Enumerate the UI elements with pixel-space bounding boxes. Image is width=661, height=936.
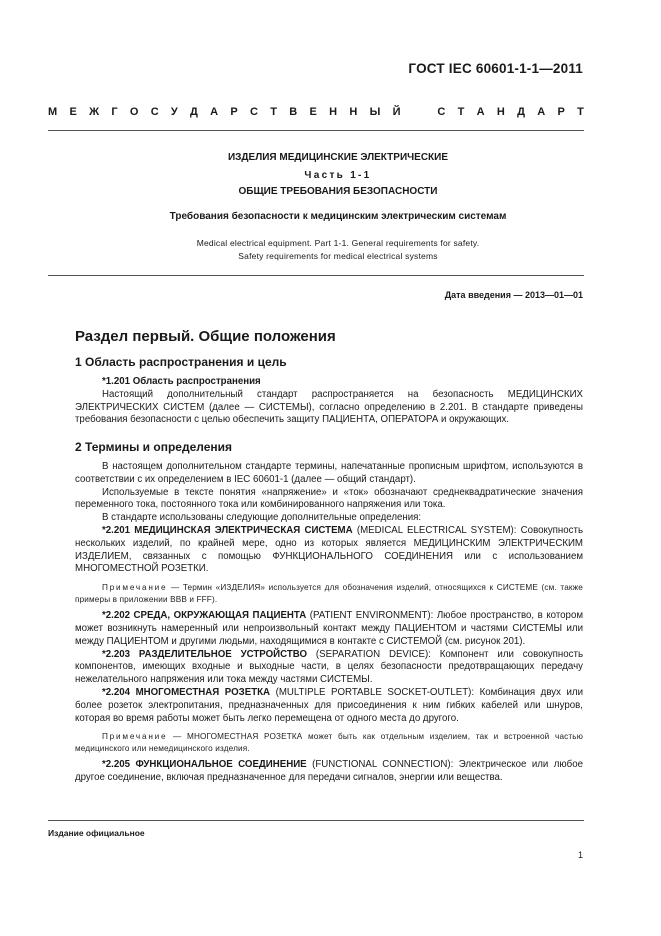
banner-letter: Н xyxy=(496,106,505,118)
banner-letter: А xyxy=(476,106,485,118)
note-label: Примечание xyxy=(102,583,168,593)
terms-intro-paragraph: Используемые в тексте понятия «напряжение» и «ток» обозначают среднеквадратические значения переменного тока, постоянного тока или комбинированного напряжения или тока. xyxy=(75,486,583,511)
heading-scope: 1 Область распространения и цель xyxy=(75,355,287,369)
top-divider xyxy=(48,130,584,131)
banner-letter: Н xyxy=(349,106,358,118)
banner-letter: Й xyxy=(392,106,401,118)
banner-letter: Р xyxy=(557,106,565,118)
note-text: — МНОГОМЕСТНАЯ РОЗЕТКА может быть как отдельным изделием, так и встроенной частью медицинского или немедицинского изделия. xyxy=(75,732,583,753)
banner-letter: Е xyxy=(69,106,77,118)
note-2 xyxy=(75,731,583,754)
interstate-standard-banner xyxy=(48,105,584,119)
banner-letter: М xyxy=(48,106,58,118)
banner-letter: Д xyxy=(190,106,198,118)
title-line-3: ОБЩИЕ ТРЕБОВАНИЯ БЕЗОПАСНОСТИ xyxy=(238,186,438,197)
section-title: Раздел первый. Общие положения xyxy=(75,328,336,345)
definition-term: *2.201 МЕДИЦИНСКАЯ ЭЛЕКТРИЧЕСКАЯ СИСТЕМА xyxy=(102,524,353,536)
definition-term: *2.203 РАЗДЕЛИТЕЛЬНОЕ УСТРОЙСТВО xyxy=(102,648,308,660)
english-title-line-2: Safety requirements for medical electrical systems xyxy=(238,251,438,261)
definition-text: (MEDICAL ELECTRICAL SYSTEM): Совокупность нескольких изделий, по крайней мере, одно из которых является МЕДИЦИНСКИМ ЭЛЕКТРИЧЕСКИМ ИЗДЕЛИЕМ, связанных с помощью ФУНКЦИОНАЛЬНОГО СОЕДИНЕНИЯ или с использованием МНОГОМЕСТНОЙ РОЗЕТКИ. xyxy=(75,524,583,575)
definition-term: *2.204 МНОГОМЕСТНАЯ РОЗЕТКА xyxy=(102,686,271,698)
banner-letter: В xyxy=(289,106,298,118)
banner-letter: А xyxy=(210,106,219,118)
definition-2-201 xyxy=(75,525,583,576)
clause-heading: *1.201 Область распространения xyxy=(102,376,261,387)
banner-letter: А xyxy=(537,106,546,118)
banner-letter: С xyxy=(250,106,258,118)
definition-text: (SEPARATION DEVICE): Компонент или совокупность компонентов, имеющих входные и выходные части, в целях безопасности предотвращающих передачу нежелательного напряжения или тока между частями СИСТЕМЫ. xyxy=(75,648,583,686)
banner-letter: Е xyxy=(309,106,317,118)
banner-letter: Т xyxy=(457,106,465,118)
title-part: Часть 1-1 xyxy=(304,170,372,181)
official-edition-label: Издание официальное xyxy=(48,828,145,838)
definition-term: *2.202 СРЕДА, ОКРУЖАЮЩАЯ ПАЦИЕНТА xyxy=(102,610,307,622)
introduction-date: Дата введения — 2013—01—01 xyxy=(444,290,583,300)
terms-section xyxy=(75,461,583,785)
definition-2-204 xyxy=(75,687,583,725)
english-title-line-1: Medical electrical equipment. Part 1-1. General requirements for safety. xyxy=(196,238,480,248)
clause-1-201 xyxy=(75,376,583,427)
title-line-1: ИЗДЕЛИЯ МЕДИЦИНСКИЕ ЭЛЕКТРИЧЕСКИЕ xyxy=(227,152,449,163)
clause-text: Настоящий дополнительный стандарт распространяется на безопасность МЕДИЦИНСКИХ ЭЛЕКТРИЧЕСКИХ СИСТЕМ (далее — СИСТЕМЫ), согласно определению в 2.201. В стандарте приведены требования безопасности с целью обеспечить защиту ПАЦИЕНТА, ОПЕРАТОРА и окружающих. xyxy=(75,388,583,426)
page-number: 1 xyxy=(578,850,584,860)
banner-letter: О xyxy=(129,106,139,118)
heading-terms: 2 Термины и определения xyxy=(75,440,233,454)
banner-letter: Т xyxy=(577,106,584,118)
banner-letter: Н xyxy=(329,106,338,118)
note-text: — Термин «ИЗДЕЛИЯ» используется для обозначения изделий, относящихся к СИСТЕМЕ (см. также примеры в приложении ВВВ и FFF). xyxy=(75,583,583,604)
definition-2-202 xyxy=(75,610,583,648)
standard-designation: ГОСТ IEC 60601-1-1—2011 xyxy=(408,61,583,76)
note-1 xyxy=(75,582,583,605)
terms-intro-paragraph: В стандарте использованы следующие дополнительные определения: xyxy=(102,512,422,524)
banner-letter: С xyxy=(437,106,446,118)
banner-letter: Д xyxy=(517,106,525,118)
title-divider xyxy=(48,275,584,276)
note-label: Примечание xyxy=(102,732,168,742)
banner-letter: Ж xyxy=(89,106,100,118)
definition-text: (FUNCTIONAL CONNECTION): Электрическое или любое другое соединение, включая предназначенное для передачи сигналов, энергии или вещества. xyxy=(75,759,584,784)
banner-letter: С xyxy=(150,106,159,118)
title-subtitle: Требования безопасности к медицинским электрическим системам xyxy=(169,211,507,222)
terms-intro-paragraph: В настоящем дополнительном стандарте термины, напечатанные прописным шрифтом, используются в соответствии с их определением в IEC 60601-1 (далее — общий стандарт). xyxy=(75,461,583,485)
definition-text: (MULTIPLE PORTABLE SOCKET-OUTLET): Комбинация двух или более розеток электропитания, предназначенных для присоединения к ним гибких кабелей или шнуров, которая во время работы может быть легко перемещена от одного места до другого. xyxy=(75,686,583,724)
definition-2-203 xyxy=(75,649,583,687)
banner-letter: Ы xyxy=(369,106,381,118)
definition-term: *2.205 ФУНКЦИОНАЛЬНОЕ СОЕДИНЕНИЕ xyxy=(102,759,307,771)
footer-divider xyxy=(48,820,584,821)
banner-letter: Т xyxy=(270,106,277,118)
banner-letter: У xyxy=(170,106,178,118)
definition-2-205 xyxy=(75,759,583,785)
definition-text: (PATIENT ENVIRONMENT): Любое пространство, в котором может возникнуть намеренный или непроизвольный контакт между ПАЦИЕНТОМ и частями СИСТЕМЫ или между ПАЦИЕНТОМ и другими людьми, находящимися в контакте с СИСТЕМОЙ (см. рисунок 201). xyxy=(75,610,583,647)
banner-letter: Г xyxy=(111,106,118,118)
banner-letter: Р xyxy=(230,106,238,118)
